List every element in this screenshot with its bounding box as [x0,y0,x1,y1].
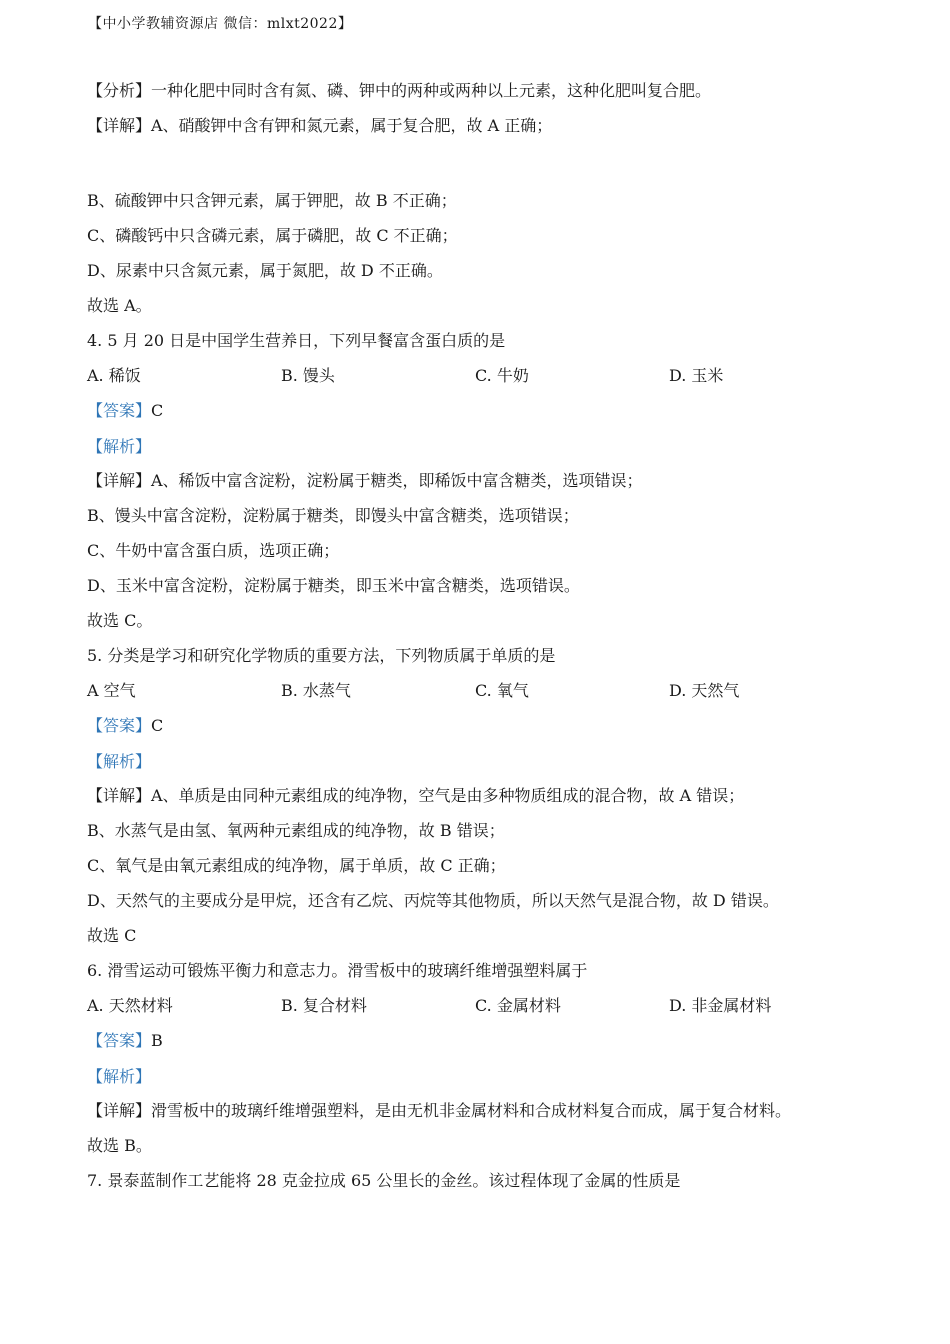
q5-answer-tag: 【答案】 [87,716,152,735]
q5-detail-b: B、水蒸气是由氢、氧两种元素组成的纯净物，故 B 错误； [87,821,505,840]
q6-answer-tag: 【答案】 [87,1031,152,1050]
q6-analysis-tag: 【解析】 [87,1067,152,1086]
q3-detail-d: D、尿素中只含氮元素，属于氮肥，故 D 不正确。 [87,261,443,280]
q5-analysis-tag: 【解析】 [87,752,152,771]
q5-option-a: A 空气 [87,681,136,700]
q5-conclusion: 故选 C [87,926,137,945]
q4-option-d: D. 玉米 [669,366,724,385]
q3-conclusion: 故选 A。 [87,296,152,315]
q4-option-c: C. 牛奶 [475,366,529,385]
q5-detail-d: D、天然气的主要成分是甲烷，还含有乙烷、丙烷等其他物质，所以天然气是混合物，故 D 错误。 [87,891,779,910]
q3-detail-c: C、磷酸钙中只含磷元素，属于磷肥，故 C 不正确； [87,226,458,245]
q5-detail-c: C、氧气是由氧元素组成的纯净物，属于单质，故 C 正确； [87,856,506,875]
q5-detail-a: 【详解】A、单质是由同种元素组成的纯净物，空气是由多种物质组成的混合物，故 A 错误； [87,786,745,805]
q5-answer [87,716,163,736]
q5-option-c: C. 氧气 [475,681,529,700]
q4-option-a: A. 稀饭 [87,366,141,385]
q6-option-d: D. 非金属材料 [669,996,772,1015]
q6-conclusion: 故选 B。 [87,1136,152,1155]
q6-answer [87,1031,163,1051]
q4-detail-c: C、牛奶中富含蛋白质，选项正确； [87,541,340,560]
q6-option-a: A. 天然材料 [87,996,173,1015]
q3-detail-a: 【详解】A、硝酸钾中含有钾和氮元素，属于复合肥，故 A 正确； [87,116,553,135]
q4-analysis-tag: 【解析】 [87,437,152,456]
q6-answer-value: B [151,1031,163,1050]
q4-detail-a: 【详解】A、稀饭中富含淀粉，淀粉属于糖类，即稀饭中富含糖类，选项错误； [87,471,643,490]
q4-detail-b: B、馒头中富含淀粉，淀粉属于糖类，即馒头中富含糖类，选项错误； [87,506,579,525]
q3-analysis: 【分析】一种化肥中同时含有氮、磷、钾中的两种或两种以上元素，这种化肥叫复合肥。 [87,81,712,100]
q5-answer-value: C [151,716,164,735]
q4-answer-value: C [151,401,164,420]
q6-option-c: C. 金属材料 [475,996,561,1015]
q6-stem: 6. 滑雪运动可锻炼平衡力和意志力。滑雪板中的玻璃纤维增强塑料属于 [87,961,588,980]
q5-option-d: D. 天然气 [669,681,740,700]
q6-detail: 【详解】滑雪板中的玻璃纤维增强塑料，是由无机非金属材料和合成材料复合而成，属于复合材料。 [87,1101,792,1120]
q5-option-b: B. 水蒸气 [281,681,351,700]
q4-answer-tag: 【答案】 [87,401,152,420]
q4-answer [87,401,163,421]
q3-detail-b: B、硫酸钾中只含钾元素，属于钾肥，故 B 不正确； [87,191,457,210]
q4-option-b: B. 馒头 [281,366,335,385]
q4-detail-d: D、玉米中富含淀粉，淀粉属于糖类，即玉米中富含糖类，选项错误。 [87,576,580,595]
q6-option-b: B. 复合材料 [281,996,367,1015]
q7-stem: 7. 景泰蓝制作工艺能将 28 克金拉成 65 公里长的金丝。该过程体现了金属的性质是 [87,1171,681,1190]
page-header: 【中小学教辅资源店 微信：mlxt2022】 [88,16,353,32]
q5-stem: 5. 分类是学习和研究化学物质的重要方法，下列物质属于单质的是 [87,646,556,665]
q4-conclusion: 故选 C。 [87,611,153,630]
q4-stem: 4. 5 月 20 日是中国学生营养日，下列早餐富含蛋白质的是 [87,331,506,350]
